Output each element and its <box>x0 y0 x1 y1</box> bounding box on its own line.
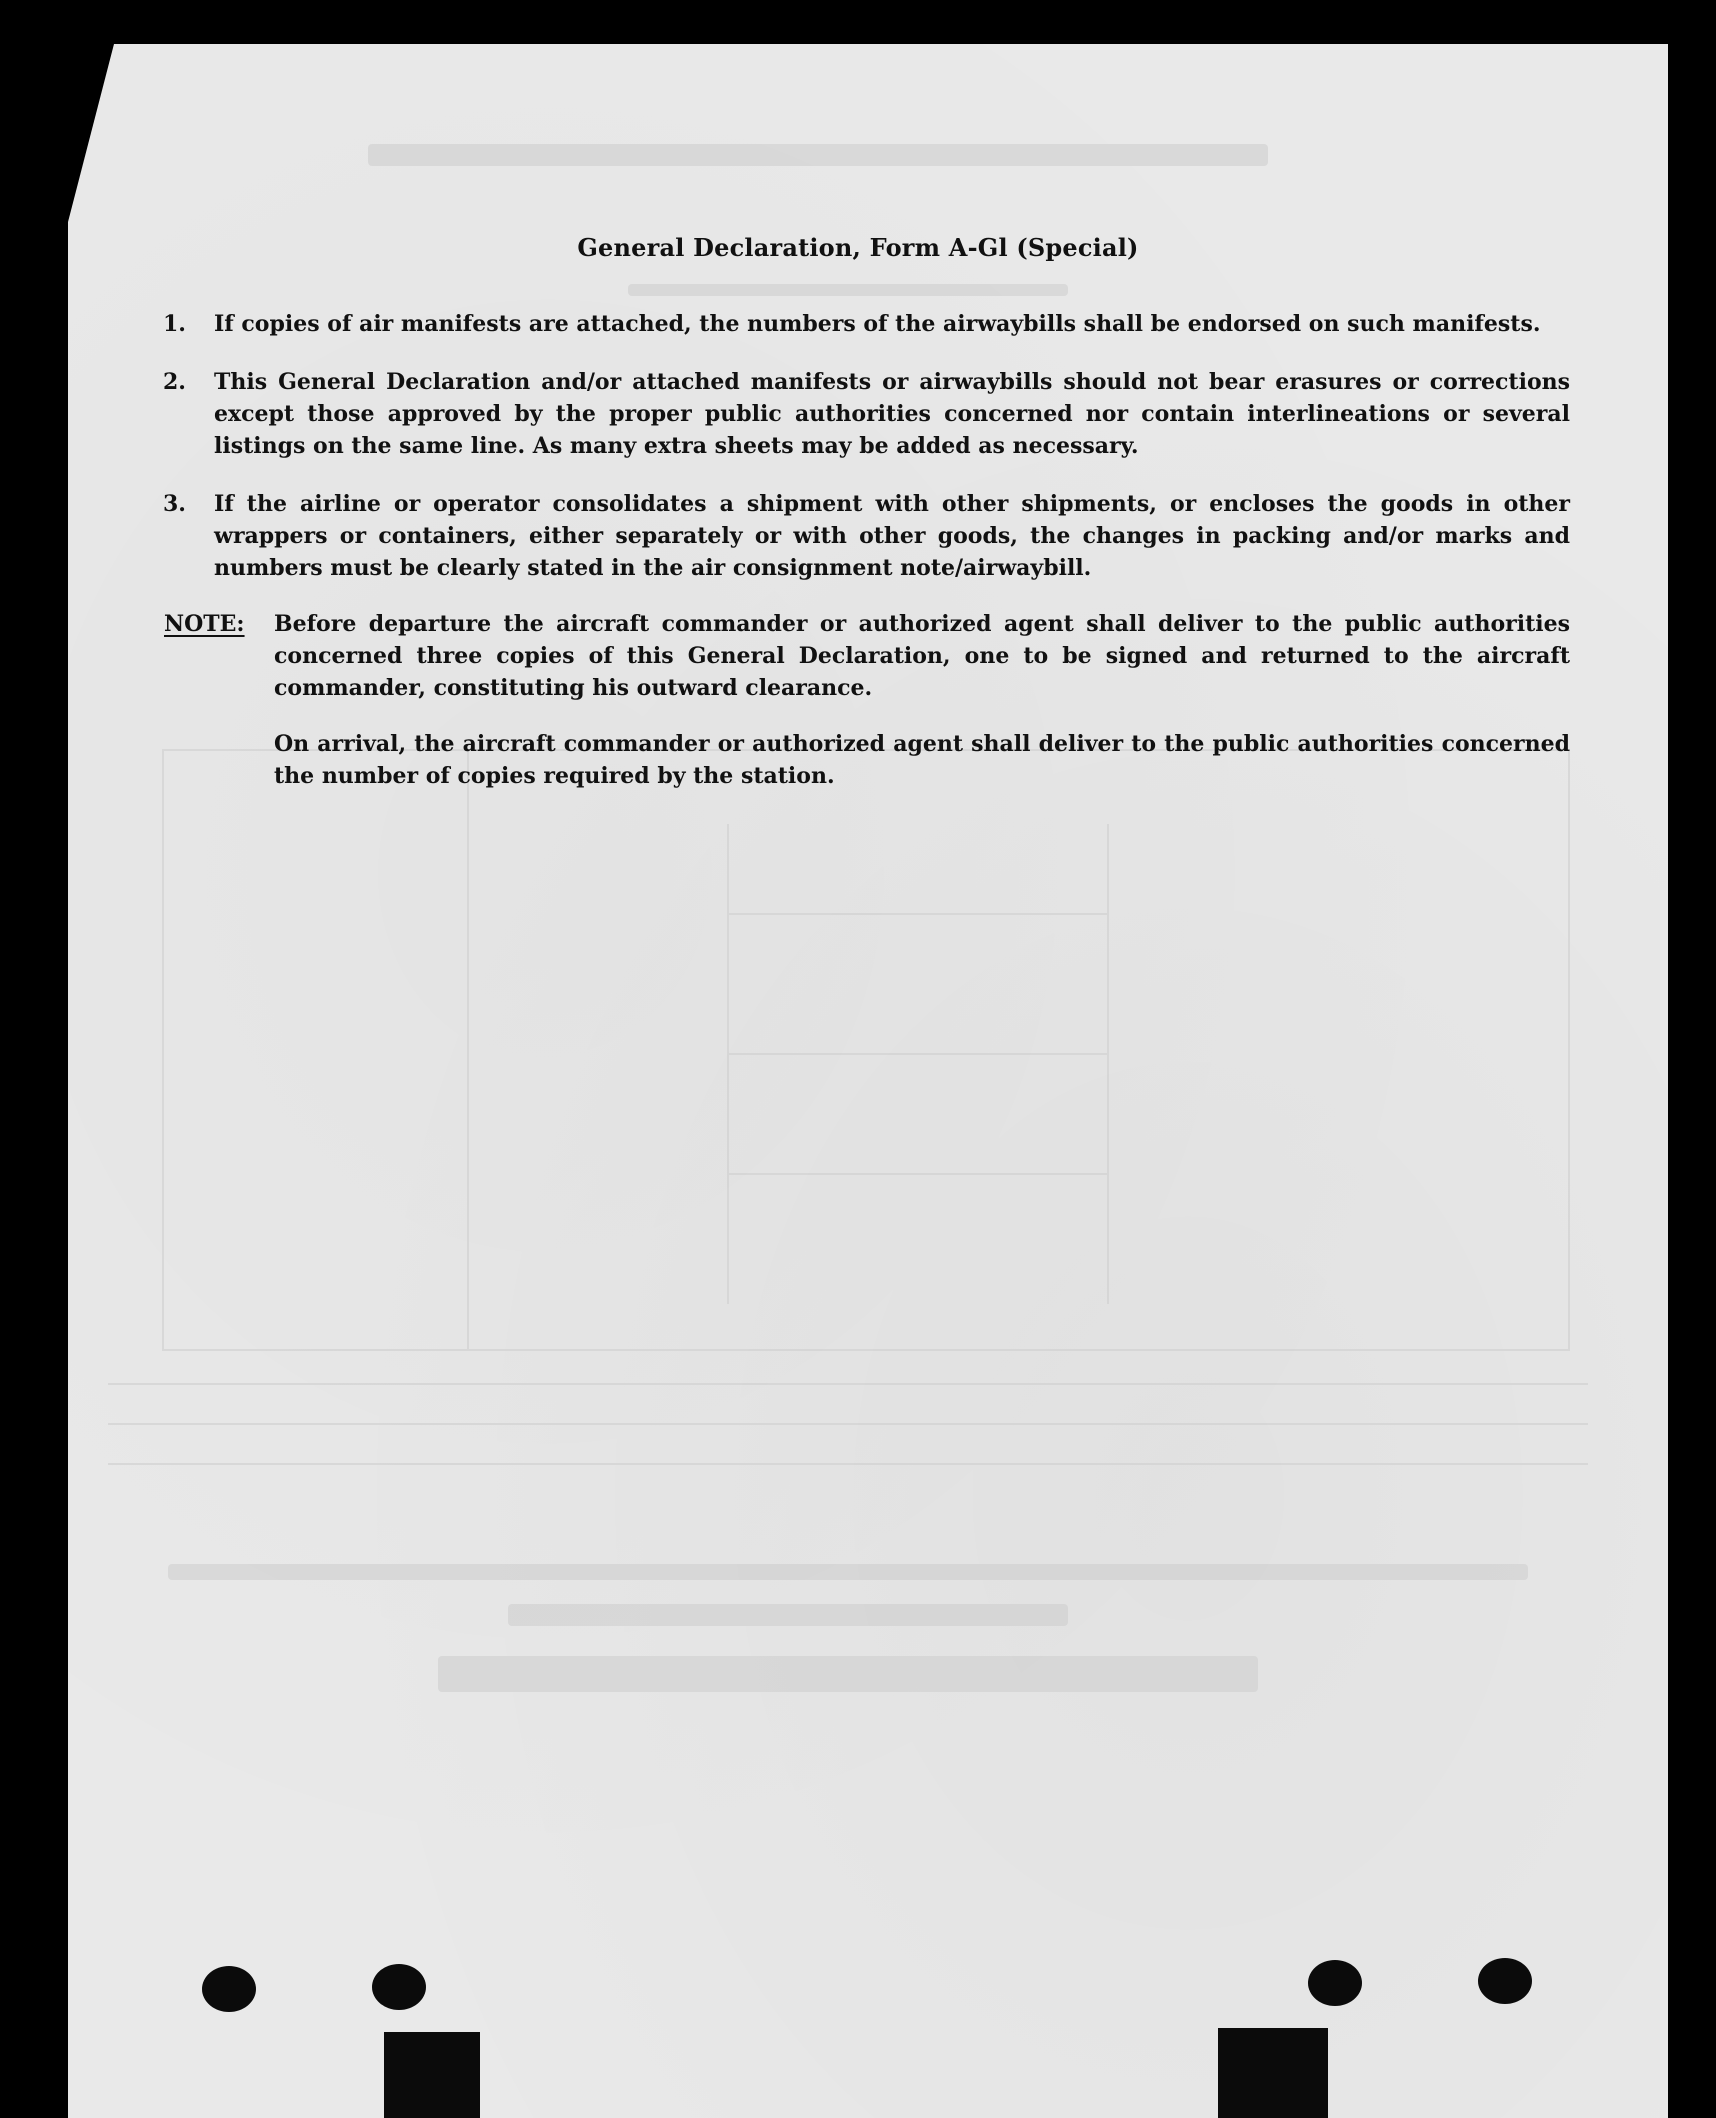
punch-hole-right-outer <box>1478 1958 1532 2004</box>
item-text: This General Declaration and/or attached manifests or airwaybills should not bear erasures or corrections except those approved by the proper public authorities concerned nor contain interlineations or several listings on the same line. As many extra sheets may be added as necessary. <box>214 369 1570 459</box>
instruction-item-1 <box>160 308 1570 340</box>
note-paragraph-1: Before departure the aircraft commander or authorized agent shall deliver to the public authorities concerned three copies of this General Declaration, one to be signed and returned to the aircraft commander, constituting his outward clearance. <box>274 611 1570 701</box>
item-text: If the airline or operator consolidates a shipment with other shipments, or encloses the goods in other wrappers or containers, either separately or with other goods, the changes in packing and/or marks and numbers must be clearly stated in the air consignment note/airwaybill. <box>214 491 1570 581</box>
binding-notch-right <box>1218 2028 1328 2118</box>
note-label: NOTE: <box>164 611 245 637</box>
note-block <box>164 608 1570 704</box>
instruction-item-3 <box>160 488 1570 584</box>
instruction-item-2 <box>160 366 1570 462</box>
document-title: General Declaration, Form A-Gl (Special) <box>577 233 1139 262</box>
punch-hole-left-inner <box>372 1964 426 2010</box>
note-paragraph-2: On arrival, the aircraft commander or authorized agent shall deliver to the public authorities concerned the number of copies required by the station. <box>274 731 1570 789</box>
item-text: If copies of air manifests are attached, the numbers of the airwaybills shall be endorsed on such manifests. <box>214 311 1541 337</box>
item-number: 3. <box>163 491 186 517</box>
punch-hole-right-inner <box>1308 1960 1362 2006</box>
item-number: 1. <box>163 311 186 337</box>
binding-notch-left <box>384 2032 480 2118</box>
item-number: 2. <box>163 369 186 395</box>
note-arrival-block <box>164 728 1570 792</box>
punch-hole-left-outer <box>202 1966 256 2012</box>
